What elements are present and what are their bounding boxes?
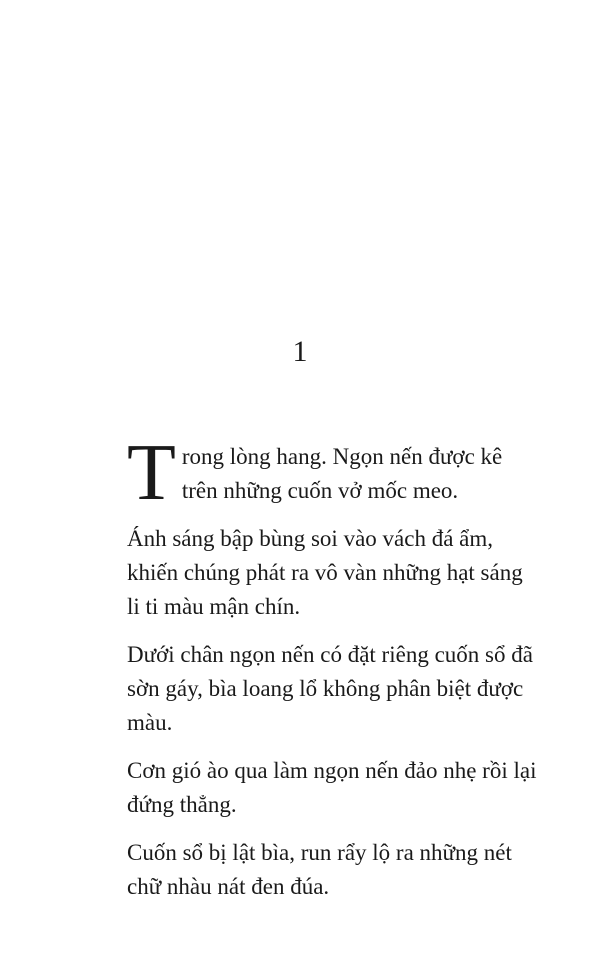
paragraph-2: Ánh sáng bập bùng soi vào vách đá ẩm, khiến chúng phát ra vô vàn những hạt sáng li ti màu mận chín. (127, 526, 523, 619)
paragraph-1-text: rong lòng hang. Ngọn nến được kê trên những cuốn vở mốc meo. (181, 444, 503, 503)
paragraph-4: Cơn gió ào qua làm ngọn nến đảo nhẹ rồi lại đứng thẳng. (127, 758, 537, 817)
paragraph-3: Dưới chân ngọn nến có đặt riêng cuốn sổ đã sờn gáy, bìa loang lổ không phân biệt được màu. (127, 642, 533, 735)
paragraph-1 (127, 429, 539, 517)
chapter-number: 1 (292, 335, 308, 368)
paragraph-5: Cuốn sổ bị lật bìa, run rẩy lộ ra những nét chữ nhàu nát đen đúa. (127, 840, 512, 899)
chapter-text (127, 429, 539, 918)
drop-cap: T (127, 429, 176, 517)
